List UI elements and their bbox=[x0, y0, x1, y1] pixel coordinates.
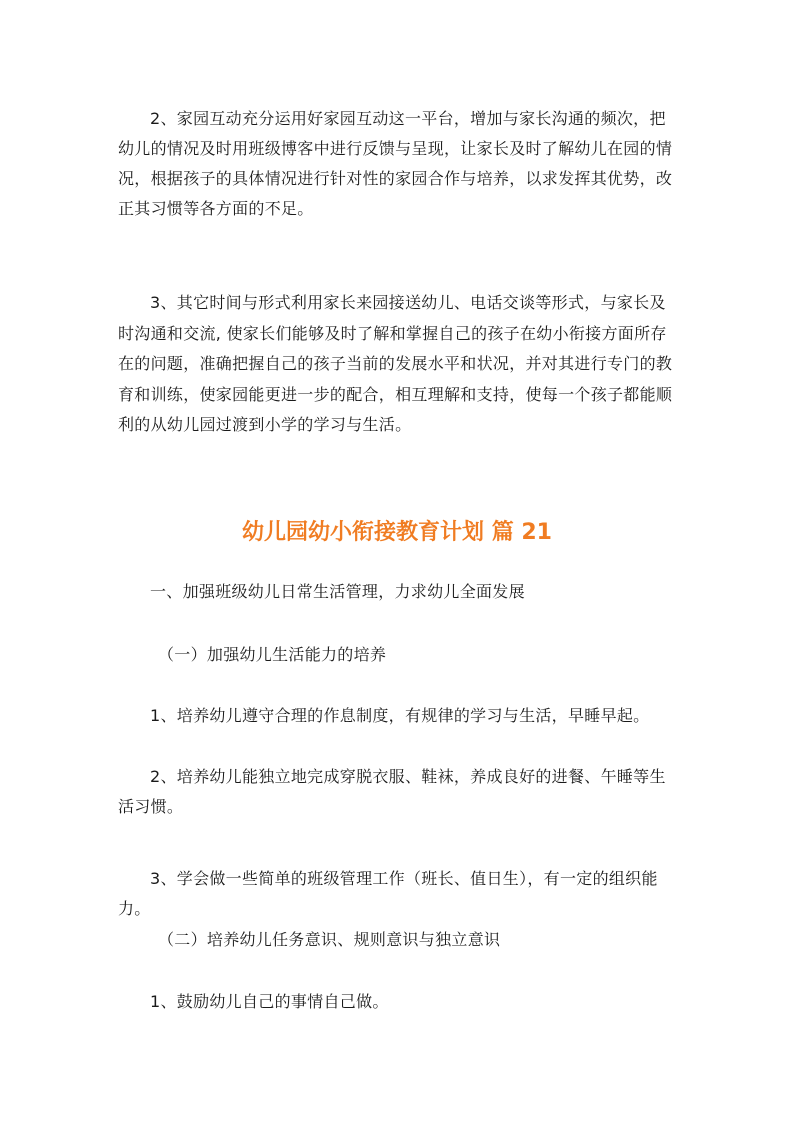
item-rule-3: 3、学会做一些简单的班级管理工作（班长、值日生），有一定的组织能力。 bbox=[118, 869, 658, 918]
item-rule-4: 1、鼓励幼儿自己的事情自己做。 bbox=[150, 992, 389, 1011]
item-subsection-two: （二）培养幼儿任务意识、规则意识与独立意识 bbox=[158, 930, 501, 949]
paragraph-other-communication: 3、其它时间与形式利用家长来园接送幼儿、电话交谈等形式，与家长及时沟通和交流, 使家长们能够及时了解和掌握自己的孩子在幼小衔接方面所存在的问题，准确把握自己的孩子当前的发展水平和状况，并对其进行专门的教育和训练，使家园能更进一步的配合，相互理解和支持，使每一个孩子都能顺利的从幼儿园过渡到小学的学习与生活。 bbox=[118, 293, 673, 434]
item-subsection-one: （一）加强幼儿生活能力的培养 bbox=[158, 645, 387, 664]
item-rule-1: 1、培养幼儿遵守合理的作息制度，有规律的学习与生活，早睡早起。 bbox=[150, 706, 650, 725]
paragraph-home-school-interaction: 2、家园互动充分运用好家园互动这一平台，增加与家长沟通的频次，把幼儿的情况及时用班级博客中进行反馈与呈现，让家长及时了解幼儿在园的情况，根据孩子的具体情况进行针对性的家园合作与培养，以求发挥其优势，改正其习惯等各方面的不足。 bbox=[118, 109, 673, 218]
item-rule-2: 2、培养幼儿能独立地完成穿脱衣服、鞋袜，养成良好的进餐、午睡等生活习惯。 bbox=[118, 767, 666, 816]
section-heading: 幼儿园幼小衔接教育计划 篇 21 bbox=[242, 520, 552, 545]
item-section-one: 一、加强班级幼儿日常生活管理，力求幼儿全面发展 bbox=[150, 582, 525, 601]
